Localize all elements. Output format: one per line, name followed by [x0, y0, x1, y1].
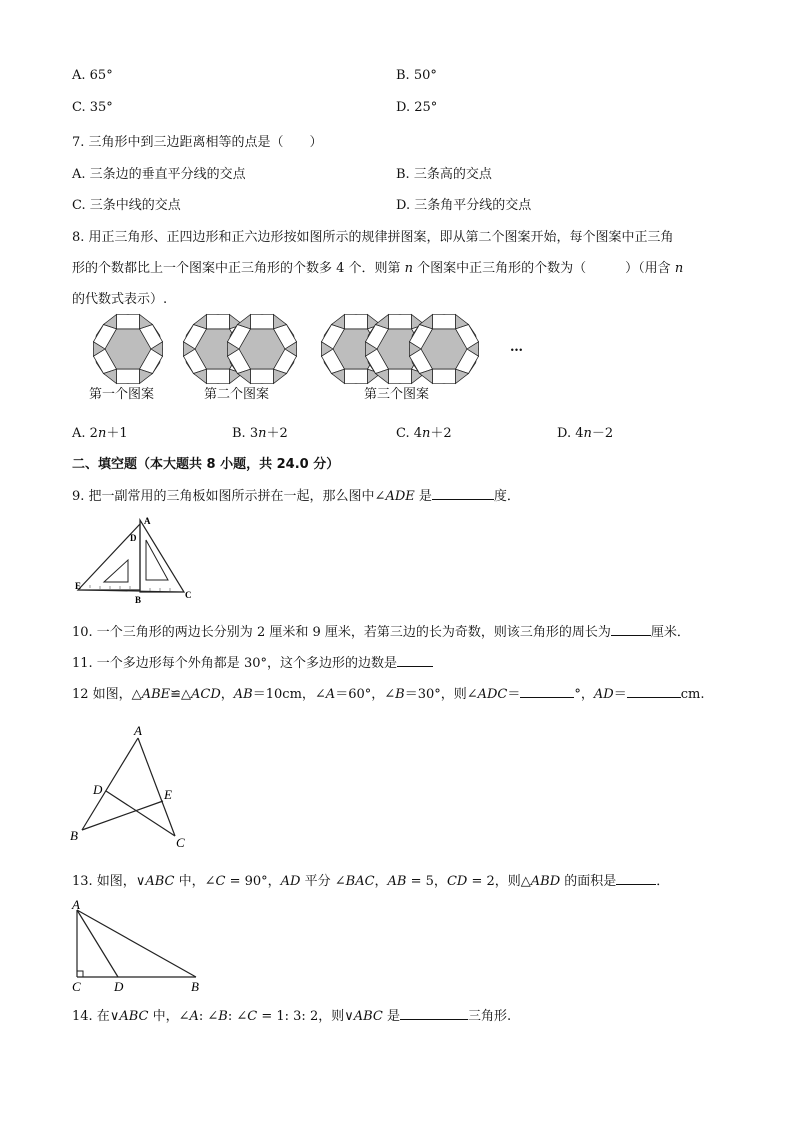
q9-answer-blank[interactable] — [432, 487, 494, 500]
var-n: n — [404, 261, 414, 276]
var-n: n — [674, 261, 684, 276]
pattern-2 — [183, 314, 296, 383]
q8-option-d: D. 4n－2 — [557, 426, 614, 441]
q13-stem: 13. 如图，∨ABC 中，∠C = 90°，AD 平分 ∠BAC，AB = 5，CD = 2，则△ABD 的面积是 ． — [72, 874, 670, 889]
q9-figure — [74, 515, 194, 605]
q12-label-b: B — [70, 828, 78, 843]
q13-label-c: C — [72, 979, 81, 994]
q13-figure — [70, 896, 210, 994]
q12-answer-blank-1[interactable] — [520, 685, 574, 698]
q13-answer-blank[interactable] — [616, 872, 656, 885]
q8-fig-label-1: 第一个图案 — [89, 387, 155, 402]
q14-answer-blank[interactable] — [400, 1007, 468, 1020]
q8-option-a: A. 2n＋1 — [72, 426, 128, 441]
q6-option-d: D. 25° — [396, 100, 438, 115]
q9-label-c: C — [185, 590, 192, 600]
q8-option-c: C. 4n＋2 — [396, 426, 452, 441]
q12-figure — [66, 722, 196, 852]
q6-option-b: B. 50° — [396, 68, 437, 83]
q12-label-a: A — [134, 723, 142, 738]
q7-option-d: D. 三条角平分线的交点 — [396, 198, 532, 213]
q8-line2 — [72, 257, 683, 276]
q13-label-b: B — [191, 979, 199, 994]
pattern-1 — [93, 314, 162, 383]
q10-answer-blank[interactable] — [611, 623, 651, 636]
q8-fig-label-3: 第三个图案 — [364, 387, 430, 402]
q8-pattern-figure — [88, 315, 548, 385]
q8-fig-label-2: 第二个图案 — [204, 387, 270, 402]
q8-line1: 8. 用正三角形、正四边形和正六边形按如图所示的规律拼图案，即从第二个图案开始，每个图案中正三角 — [72, 230, 674, 245]
q12-label-d: D — [93, 782, 103, 797]
q8-option-b: B. 3n＋2 — [232, 426, 288, 441]
q7-option-a: A. 三条边的垂直平分线的交点 — [72, 167, 246, 182]
q10-stem: 10. 一个三角形的两边长分别为 2 厘米和 9 厘米，若第三边的长为奇数，则该三角形的周长为 厘米． — [72, 625, 690, 640]
q13-label-a: A — [72, 897, 80, 912]
q8-line2-post: 个图案中正三角形的个数为（ ）（用含 — [413, 261, 675, 276]
q8-line3: 的代数式表示）. — [72, 292, 168, 307]
q9-stem: 9. 把一副常用的三角板如图所示拼在一起，那么图中∠ADE 是 度． — [72, 489, 520, 504]
q9-label-d: D — [130, 533, 137, 543]
q14-stem: 14. 在∨ABC 中，∠A: ∠B: ∠C = 1: 3: 2，则∨ABC 是 三角形. — [72, 1009, 512, 1024]
q12-label-c: C — [176, 835, 185, 850]
q11-answer-blank[interactable] — [397, 654, 433, 667]
q9-label-a: A — [144, 516, 151, 526]
q8-ellipsis: … — [510, 340, 523, 355]
q13-label-d: D — [114, 979, 124, 994]
q6-option-c: C. 35° — [72, 100, 113, 115]
q9-label-e: E — [75, 581, 82, 591]
q7-option-c: C. 三条中线的交点 — [72, 198, 181, 213]
q8-line2-pre: 形的个数都比上一个图案中正三角形的个数多 4 个．则第 — [72, 261, 405, 276]
q6-option-a: A. 65° — [72, 68, 113, 83]
q7-option-b: B. 三条高的交点 — [396, 167, 492, 182]
section-title: 二、填空题（本大题共 8 小题，共 24.0 分） — [72, 457, 340, 472]
q12-stem: 12 如图，△ABE≌△ACD，AB＝10cm，∠A＝60°，∠B＝30°，则∠ADC＝ °，AD＝ cm. — [72, 687, 705, 702]
pattern-3 — [321, 314, 478, 383]
q12-answer-blank-2[interactable] — [627, 685, 681, 698]
q7-stem: 7. 三角形中到三边距离相等的点是（ ） — [72, 135, 323, 150]
q12-label-e: E — [164, 787, 172, 802]
q9-label-b: B — [135, 595, 142, 605]
q11-stem: 11. 一个多边形每个外角都是 30°，这个多边形的边数是 — [72, 652, 433, 671]
